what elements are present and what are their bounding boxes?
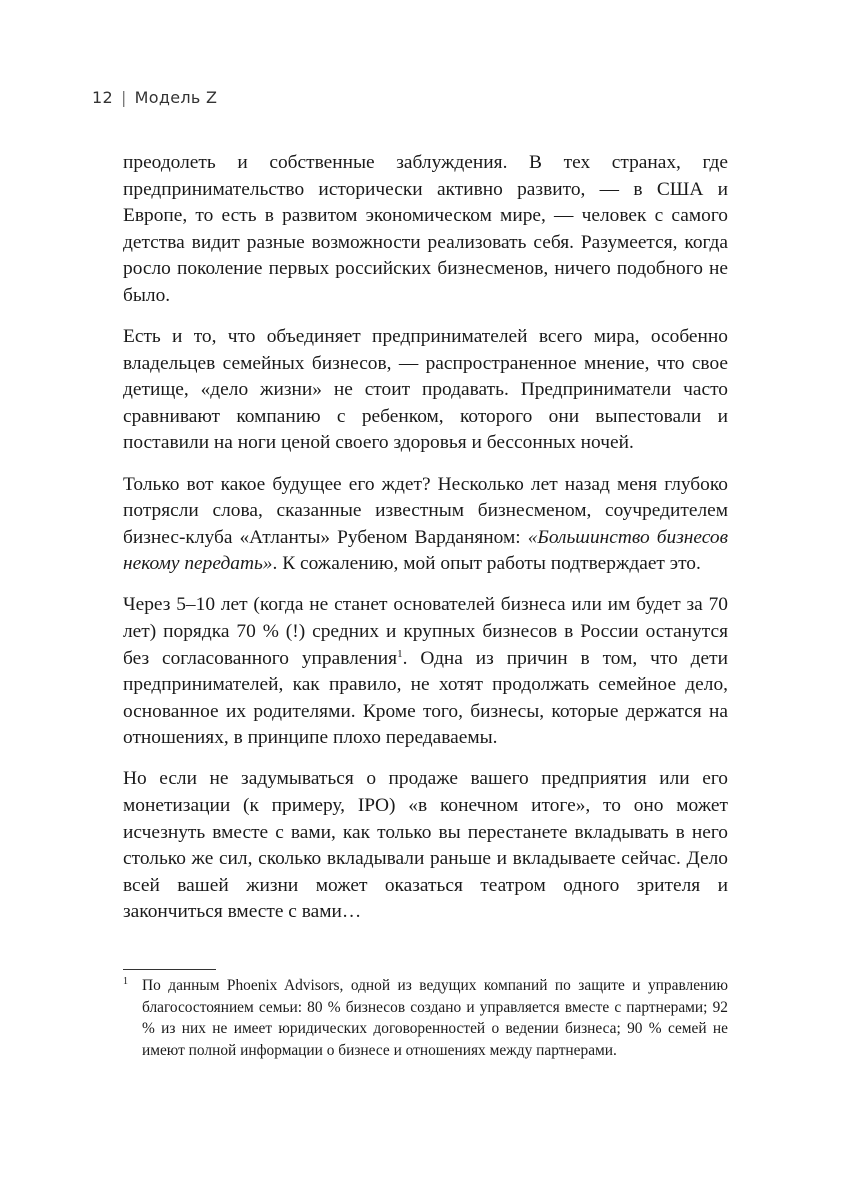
footnote-marker: 1 bbox=[123, 976, 128, 987]
header-separator: | bbox=[120, 88, 127, 107]
footnote-divider bbox=[123, 969, 216, 970]
paragraph-4-end: . Одна из причин в том, что дети предпринимателей, как правило, не хотят продолжать семейное дело, основанное их родителями. Кроме того, бизнесы, которые держатся на отношениях, в принципе плохо передаваемы. bbox=[123, 647, 729, 749]
paragraph-3 bbox=[123, 472, 728, 578]
page-number: 12 bbox=[92, 88, 113, 107]
vardanyan-quote: «Большинство бизнесов некому передать» bbox=[123, 526, 728, 575]
main-text bbox=[123, 150, 728, 941]
paragraph-3-text: Только вот какое будущее его ждет? Несколько лет назад меня глубоко потрясли слова, сказанные известным бизнесменом, соучредителем бизнес-клуба «Атланты» Рубеном Варданяном: bbox=[123, 473, 728, 548]
book-title: Модель Z bbox=[134, 88, 218, 107]
paragraph-1: преодолеть и собственные заблуждения. В тех странах, где предпринимательство исторически активно развито, — в США и Европе, то есть в развитом экономическом мире, — человек с самого детства видит разные возможности реализовать себя. Разумеется, когда росло поколение первых российских бизнесменов, ничего подобного не было. bbox=[123, 152, 728, 306]
paragraph-4-text: Через 5–10 лет (когда не станет основателей бизнеса или им будет за 70 лет) порядка 70 % (!) средних и крупных бизнесов в России останутся без согласованного управления bbox=[123, 594, 728, 669]
paragraph-5: Но если не задумываться о продаже вашего предприятия или его монетизации (к примеру, IPO) «в конечном итоге», то оно может исчезнуть вместе с вами, как только вы перестанете вкладывать в него столько же сил, сколько вкладывали раньше и вкладываете сейчас. Дело всей вашей жизни может оказаться театром одного зрителя и закончиться вместе с вами… bbox=[123, 768, 728, 923]
footnote-reference: 1 bbox=[397, 647, 403, 660]
footnote bbox=[123, 975, 728, 1061]
paragraph-3-end: . К сожалению, мой опыт работы подтверждает это. bbox=[272, 553, 701, 575]
footnote-text: По данным Phoenix Advisors, одной из ведущих компаний по защите и управлению благосостоянием семьи: 80 % бизнесов создано и управляется вместе с партнерами; 92 % из них не имеет юридических договоренностей о ведении бизнеса; 90 % семей не имеют полной информации о бизнесе и отношениях между партнерами. bbox=[142, 977, 728, 1059]
paragraph-4 bbox=[123, 592, 728, 752]
paragraph-2: Есть и то, что объединяет предпринимателей всего мира, особенно владельцев семейных бизнесов, — распространенное мнение, что свое детище, «дело жизни» не стоит продавать. Предприниматели часто сравнивают компанию с ребенком, которого они выпестовали и поставили на ноги ценой своего здоровья и бессонных ночей. bbox=[123, 326, 728, 454]
running-head bbox=[92, 88, 217, 107]
